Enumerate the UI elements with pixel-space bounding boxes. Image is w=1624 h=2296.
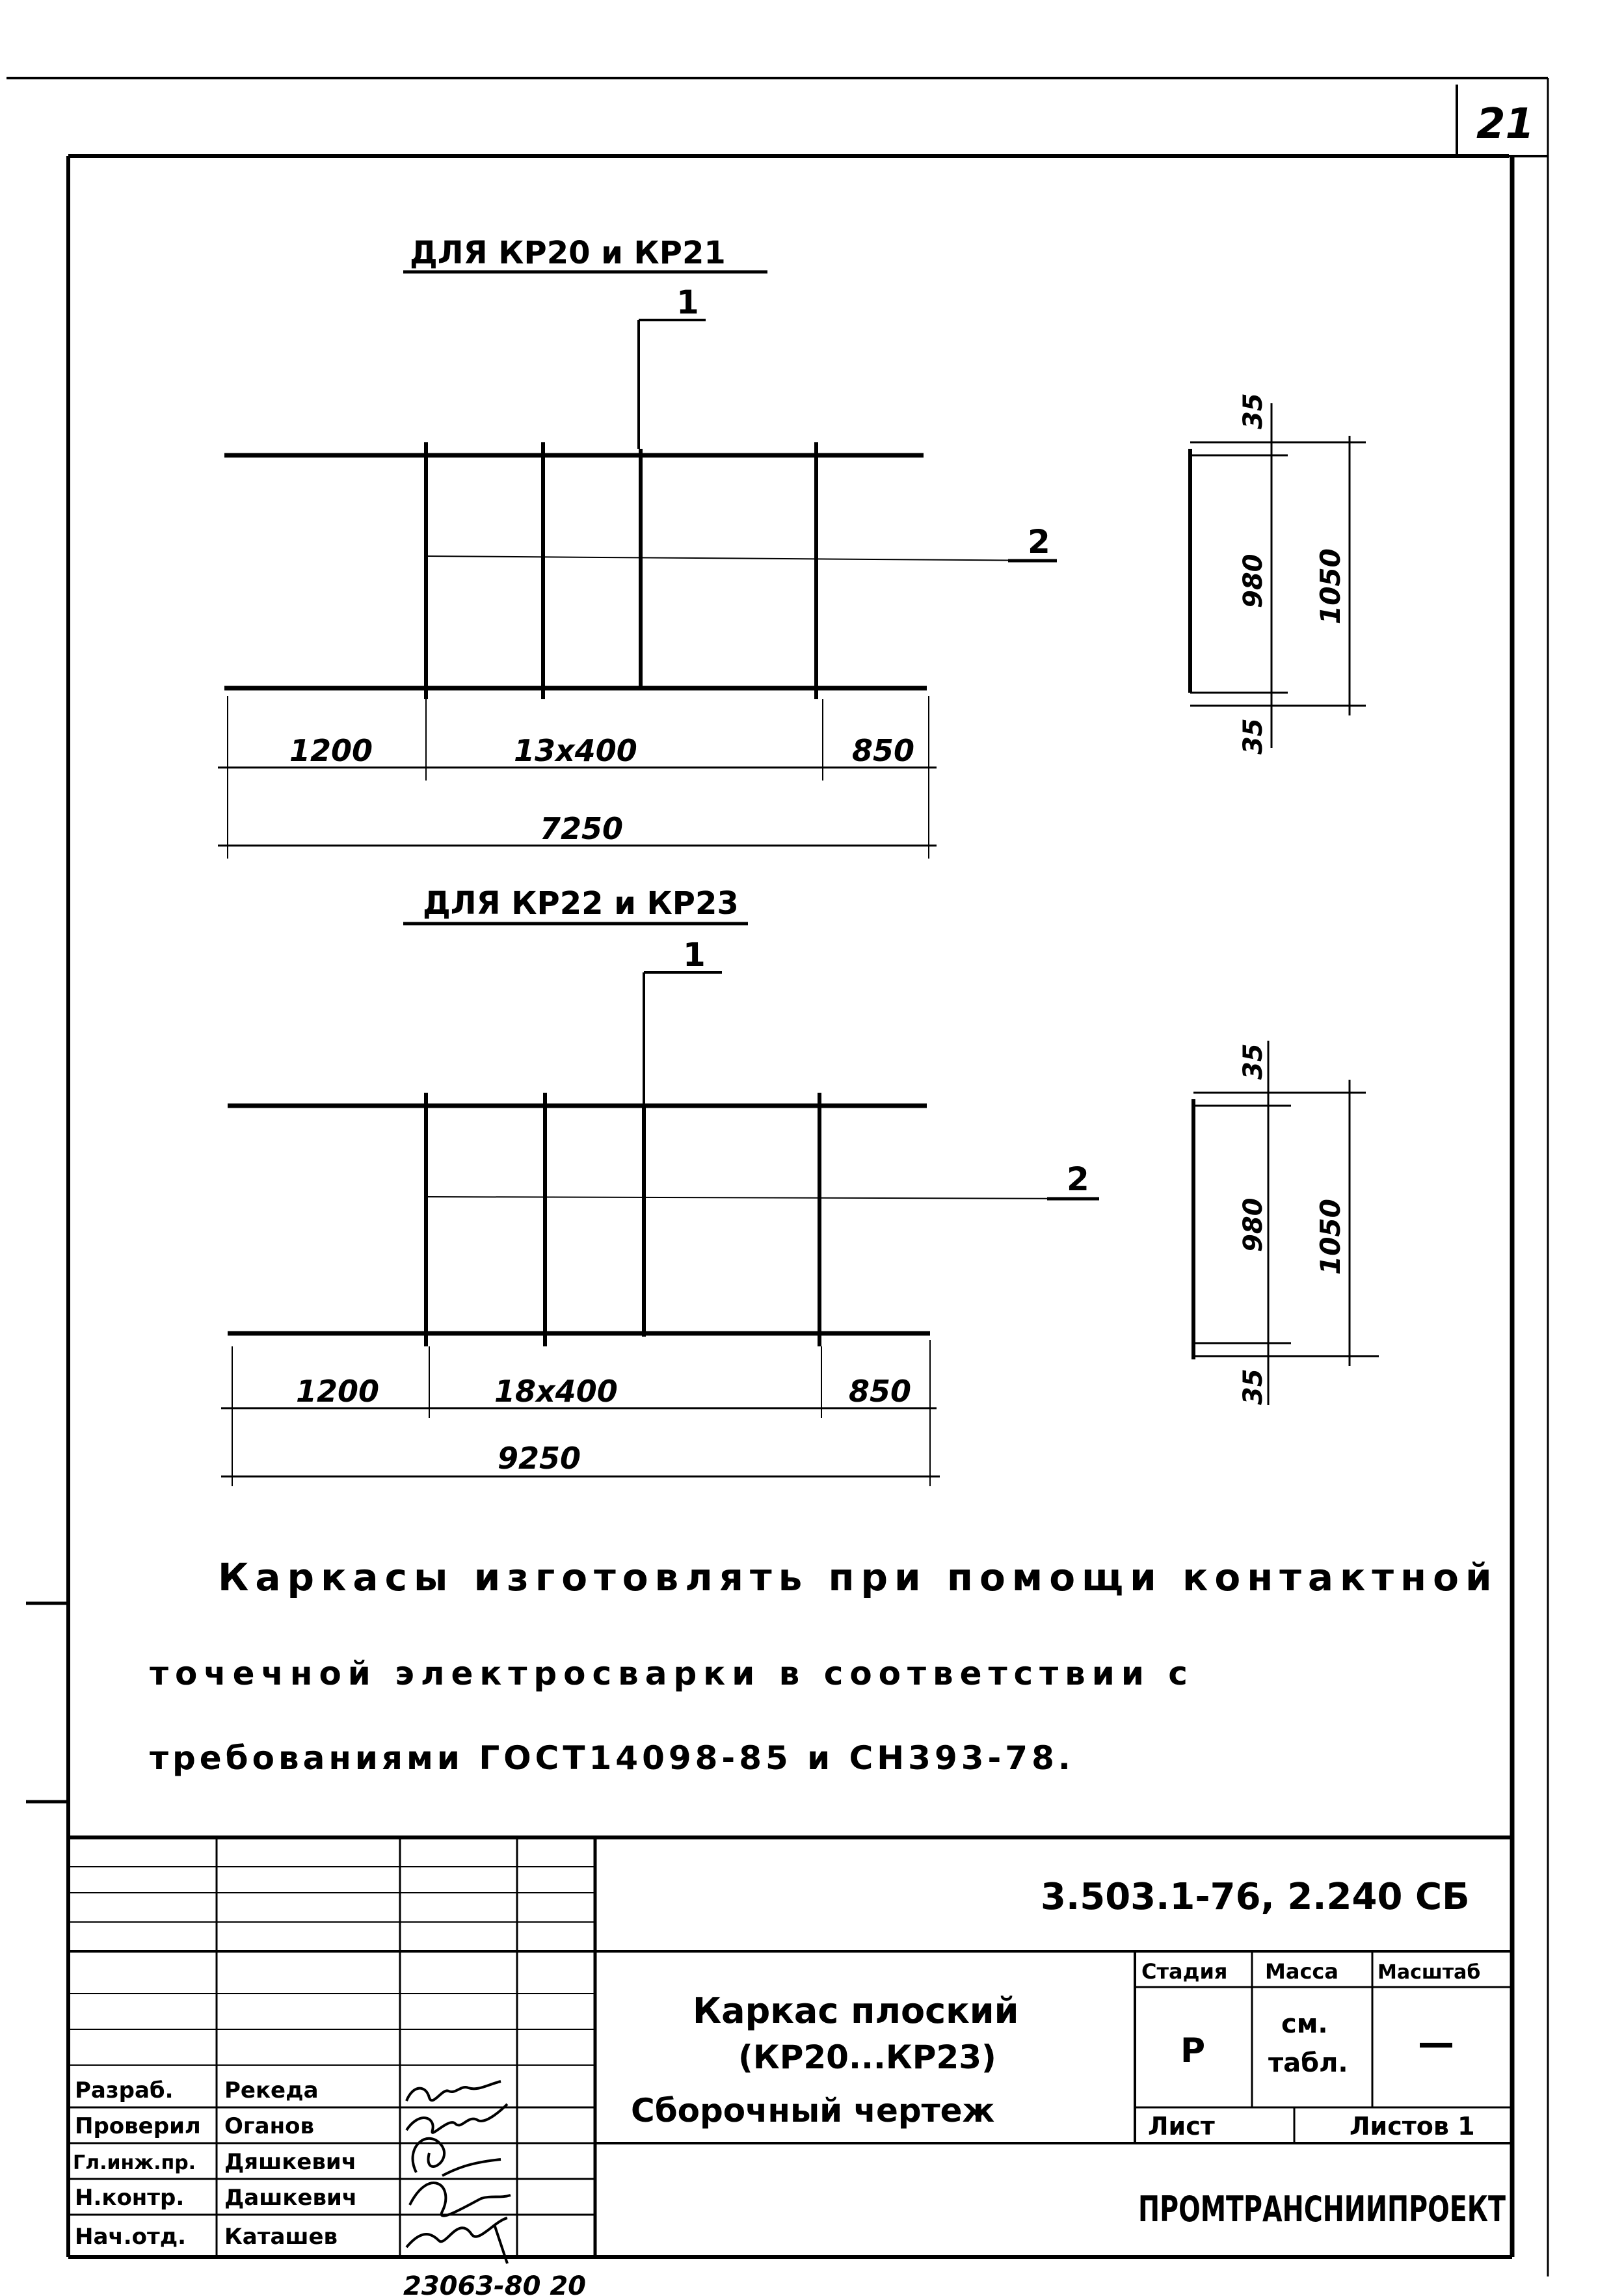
sheet-label: Лист	[1148, 2112, 1215, 2141]
drawing-b-side-top: 35	[1238, 1043, 1268, 1080]
document-code: 3.503.1-76, 2.240 СБ	[1041, 1876, 1470, 1918]
drawing-b-dim-left: 1200	[296, 1374, 380, 1409]
role-label: Проверил	[75, 2113, 201, 2139]
archive-number: 23063-80 20	[403, 2271, 587, 2296]
role-name: Дашкевич	[224, 2185, 358, 2211]
drawing-b	[221, 885, 1379, 1486]
handwritten-signatures	[406, 2081, 511, 2263]
drawing-b-side-total: 1050	[1314, 1199, 1346, 1275]
drawing-a-dim-total: 7250	[540, 811, 624, 846]
drawing-b-side-mid: 980	[1238, 1197, 1268, 1252]
note-line-1: Каркасы изготовлять при помощи контактной	[218, 1555, 1498, 1599]
drawing-a-side-total: 1050	[1314, 548, 1346, 624]
drawing-b-dim-right: 850	[849, 1374, 912, 1409]
drawing-a-callout-1: 1	[676, 284, 699, 321]
item-name-line-3: Сборочный чертеж	[631, 2092, 995, 2129]
drawing-b-side-bottom: 35	[1238, 1368, 1268, 1405]
signature-roles	[73, 2077, 357, 2250]
drawing-b-callout-1: 1	[683, 936, 706, 974]
drawing-b-dim-mid: 18х400	[494, 1374, 618, 1409]
role-name: Рекеда	[224, 2077, 319, 2103]
drawing-a-title: ДЛЯ КР20 и КР21	[410, 235, 726, 271]
role-name: Каташев	[224, 2224, 338, 2250]
sheet-frame	[7, 78, 1548, 2276]
note-line-3: требованиями ГОСТ14098-85 и СН393-78.	[150, 1739, 1074, 1777]
note-line-2: точечной электросварки в соответствии с	[150, 1655, 1194, 1692]
role-name: Дяшкевич	[224, 2149, 357, 2175]
role-label: Нач.отд.	[75, 2224, 187, 2250]
mass-header: Масса	[1265, 1959, 1338, 1984]
scale-header: Масштаб	[1378, 1961, 1481, 1984]
drawing-b-callout-2: 2	[1067, 1160, 1089, 1198]
drawing-b-title: ДЛЯ КР22 и КР23	[423, 885, 739, 922]
stage-header: Стадия	[1141, 1959, 1228, 1984]
drawing-a-callout-2: 2	[1028, 523, 1050, 561]
sheet-number: 21	[1476, 100, 1535, 148]
item-name-line-1: Каркас плоский	[693, 1990, 1019, 2031]
drawing-a-dim-right: 850	[852, 733, 915, 768]
item-name-line-2: (КР20...КР23)	[738, 2038, 996, 2076]
drawing-a-dim-mid: 13х400	[514, 733, 637, 768]
drawing-a-side-bottom: 35	[1238, 718, 1268, 754]
stage-value: Р	[1180, 2031, 1206, 2070]
drawing-a-side-mid: 980	[1238, 554, 1268, 608]
assembly-note	[150, 1555, 1498, 1777]
role-label: Н.контр.	[75, 2185, 185, 2211]
sheets-label: Листов 1	[1350, 2112, 1475, 2141]
organization-name: ПРОМТРАНСНИИПРОЕКТ	[1138, 2189, 1506, 2230]
drawing-b-dim-total: 9250	[498, 1441, 581, 1476]
drawing-a	[218, 235, 1366, 859]
role-label: Разраб.	[75, 2077, 174, 2103]
drawing-a-side-top: 35	[1238, 393, 1268, 429]
mass-value-1: см.	[1281, 2009, 1328, 2039]
scale-value: —	[1418, 2022, 1454, 2064]
drawing-a-dim-left: 1200	[289, 733, 373, 768]
mass-value-2: табл.	[1268, 2048, 1348, 2078]
role-name: Оганов	[224, 2113, 314, 2139]
role-label: Гл.инж.пр.	[73, 2152, 196, 2174]
